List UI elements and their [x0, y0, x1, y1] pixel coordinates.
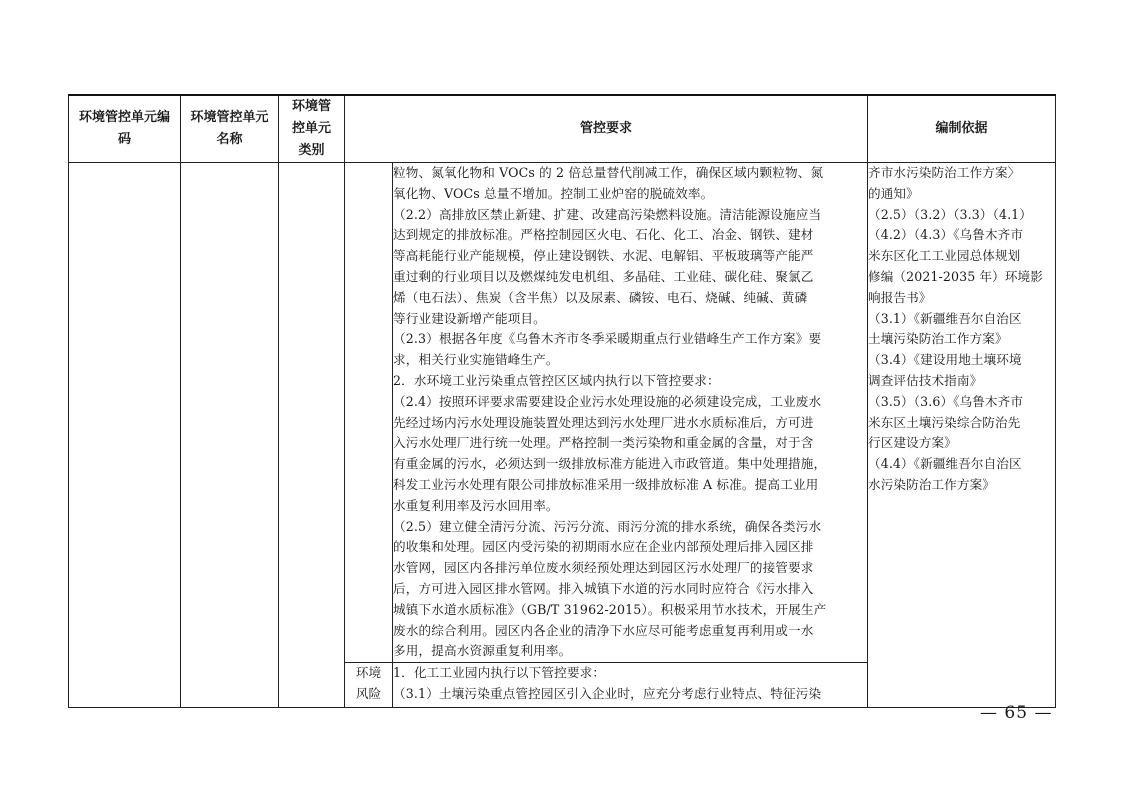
header-requirements: 管控要求: [345, 95, 868, 163]
requirement-line: （3.1）土壤污染重点管控园区引入企业时，应充分考虑行业特点、特征污染: [393, 685, 822, 701]
unit-name-cell: [181, 163, 279, 708]
basis-line: 米东区土壤污染综合防治先: [868, 414, 1021, 430]
requirement-line: 2．水环境工业污染重点管控区区域内执行以下管控要求：: [393, 372, 720, 388]
requirement-line: 求，相关行业实施错峰生产。: [393, 352, 559, 368]
basis-line: 齐市水污染防治工作方案〉: [868, 165, 1021, 180]
risk-category-cell: [345, 663, 393, 708]
basis-cell: [868, 163, 1056, 708]
requirement-line: 重过剩的行业项目以及燃煤纯发电机组、多晶硅、工业硅、碳化硅、聚氯乙: [393, 268, 814, 284]
risk-category-line: 风险: [355, 685, 382, 701]
basis-line: （4.2）（4.3）《乌鲁木齐市: [868, 227, 1024, 243]
requirement-line: 水重复利用率及污水回用率。: [393, 497, 559, 513]
requirement-line: 废水的综合利用。园区内各企业的清净下水应尽可能考虑重复再利用或一水: [393, 622, 814, 638]
requirement-line: 粒物、氮氧化物和 VOCs 的 2 倍总量替代削减工作，确保区域内颗粒物、氮: [393, 165, 824, 180]
requirement-line: （2.5）建立健全清污分流、污污分流、雨污分流的排水系统，确保各类污水: [393, 518, 822, 534]
basis-line: 响报告书》: [868, 289, 932, 305]
basis-line: 调查评估技术指南》: [868, 372, 983, 388]
requirement-line: 烯（电石法）、焦炭（含半焦）以及尿素、磷铵、电石、烧碱、纯碱、黄磷: [393, 289, 808, 305]
requirement-line: 氧化物、VOCs 总量不增加。控制工业炉窑的脱硫效率。: [393, 185, 714, 201]
subcategory-cell: [345, 163, 393, 663]
basis-line: 土壤污染防治工作方案》: [868, 331, 1008, 347]
risk-requirements-cell: [393, 663, 868, 708]
requirement-line: 先经过场内污水处理设施装置处理达到污水处理厂进水水质标准后，方可进: [393, 414, 814, 430]
requirement-line: （2.2）高排放区禁止新建、扩建、改建高污染燃料设施。清洁能源设施应当: [393, 206, 822, 222]
basis-line: 米东区化工工业园总体规划: [868, 248, 1021, 264]
basis-line: 修编（2021-2035 年）环境影: [868, 268, 1043, 284]
unit-code-cell: [69, 163, 181, 708]
basis-line: 行区建设方案》: [868, 435, 957, 451]
requirements-cell: [393, 163, 868, 663]
requirement-line: 有重金属的污水，必须达到一级排放标准方能进入市政管道。集中处理措施，: [393, 456, 827, 472]
header-unit-category: 环境管控单元类别: [279, 95, 345, 163]
requirement-line: 城镇下水道水质标准》（GB/T 31962-2015）。积极采用节水技术，开展生产: [393, 601, 827, 617]
requirement-line: 等行业建设新增产能项目。: [393, 310, 546, 326]
requirement-line: 多用，提高水资源重复利用率。: [393, 643, 572, 659]
requirement-line: 等高耗能行业产能规模，停止建设钢铁、水泥、电解铝、平板玻璃等产能严: [393, 248, 814, 264]
page-number: — 65 —: [980, 703, 1053, 723]
header-unit-name: 环境管控单元名称: [181, 95, 279, 163]
basis-line: （2.5）（3.2）（3.3）（4.1）: [868, 206, 1032, 222]
control-requirements-table: [68, 94, 1056, 708]
basis-line: 的通知》: [868, 185, 919, 201]
header-unit-code: 环境管控单元编码: [69, 95, 181, 163]
requirement-line: 后，方可进入园区排水管网。排入城镇下水道的污水同时应符合《污水排入: [393, 580, 814, 596]
requirement-line: （2.4）按照环评要求需要建设企业污水处理设施的必须建设完成，工业废水: [393, 393, 822, 409]
table-header-row: [69, 95, 1056, 163]
requirement-line: 的收集和处理。园区内受污染的初期雨水应在企业内部预处理后排入园区排: [393, 539, 814, 555]
requirement-line: 达到规定的排放标准。严格控制园区火电、石化、化工、冶金、钢铁、建材: [393, 227, 814, 243]
requirement-line: 科发工业污水处理有限公司排放标准采用一级排放标准 A 标准。提高工业用: [393, 476, 819, 492]
basis-line: （3.4）《建设用地土壤环境: [868, 352, 1022, 368]
unit-category-cell: [279, 163, 345, 708]
requirement-line: （2.3）根据各年度《乌鲁木齐市冬季采暖期重点行业错峰生产工作方案》要: [393, 331, 822, 347]
header-basis: 编制依据: [868, 95, 1056, 163]
basis-line: （3.5）（3.6）《乌鲁木齐市: [868, 393, 1024, 409]
basis-line: （3.1）《新疆维吾尔自治区: [868, 310, 1022, 326]
requirement-line: 入污水处理厂进行统一处理。严格控制一类污染物和重金属的含量，对于含: [393, 435, 814, 451]
basis-line: 水污染防治工作方案》: [868, 476, 995, 492]
requirement-line: 1．化工工业园内执行以下管控要求：: [393, 665, 606, 681]
basis-line: （4.4）《新疆维吾尔自治区: [868, 456, 1022, 472]
table-row: [69, 163, 1056, 663]
risk-category-line: 环境: [355, 665, 382, 681]
requirement-line: 水管网，园区内各排污单位废水须经预处理达到园区污水处理厂的接管要求: [393, 560, 814, 576]
